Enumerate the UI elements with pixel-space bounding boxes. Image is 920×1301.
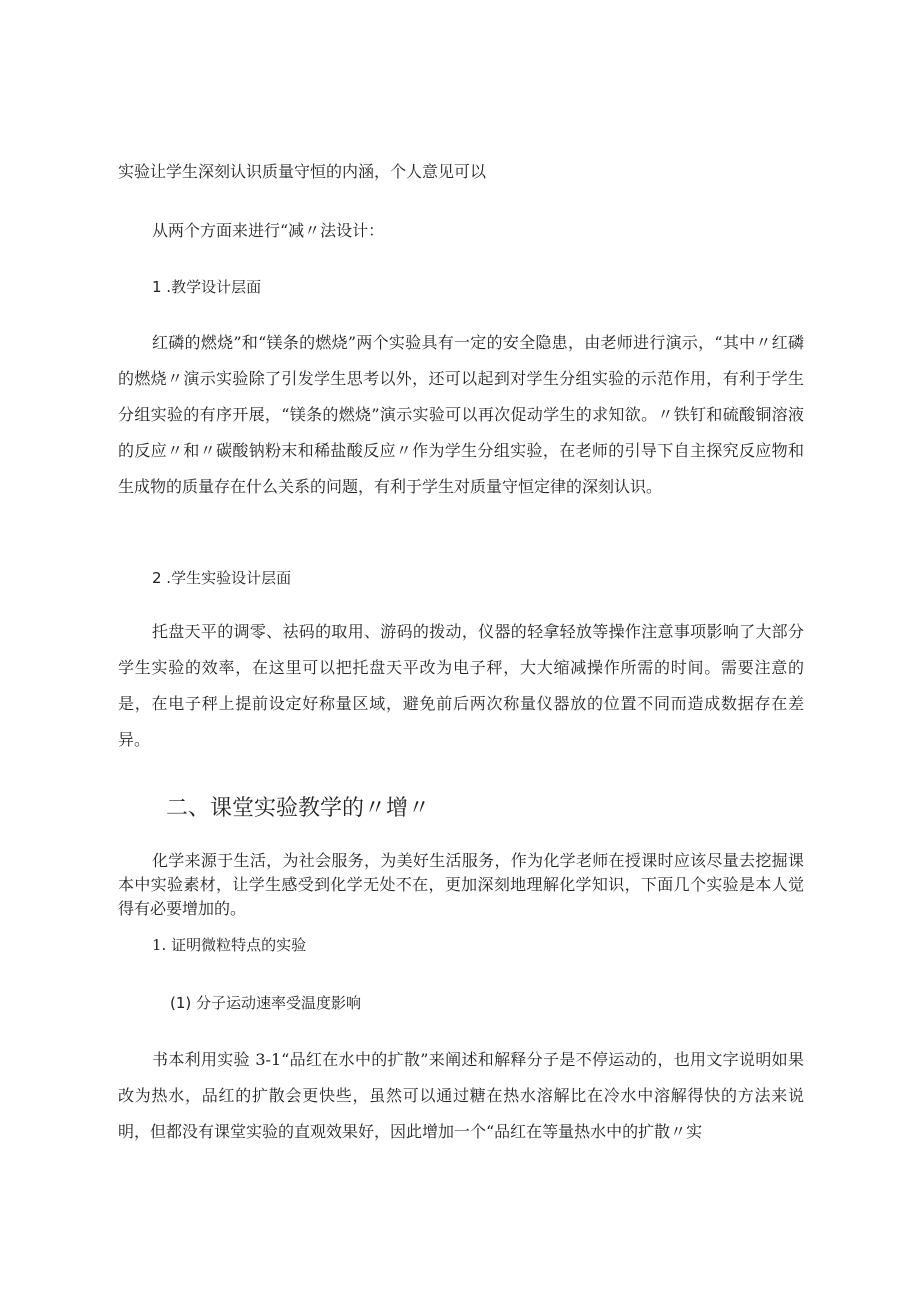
intro-line: 从两个方面来进行“减〃法设计： <box>152 221 385 240</box>
section1-paragraph: 红磷的燃烧”和“镁条的燃烧”两个实验具有一定的安全隐患，由老师进行演示，“其中〃红磷的燃烧〃演示实验除了引发学生思考以外，还可以起到对学生分组实验的示范作用，有利于学生分组实验的有序开展，“镁条的燃烧”演示实验可以再次促动学生的求知欲。〃铁钉和硫酸铜溶液的反应〃和〃碳酸钠粉末和稀盐酸反应〃作为学生分组实验，在老师的引导下自主探究反应物和生成物的质量存在什么关系的问题，有利于学生对质量守恒定律的深刻认识。 <box>118 333 804 496</box>
continuation-line: 实验让学生深刻认识质量守恒的内涵，个人意见可以 <box>118 162 487 181</box>
section2-title: 2 .学生实验设计层面 <box>152 569 292 587</box>
final-paragraph: 书本利用实验 3-1“品红在水中的扩散”来阐述和解释分子是不停运动的，也用文字说明如果改为热水，品红的扩散会更快些，虽然可以通过糖在热水溶解比在冷水中溶解得快的方法来说明，但都没有课堂实验的直观效果好，因此增加一个“品红在等量热水中的扩散〃实 <box>118 1050 804 1141</box>
section2-paragraph: 托盘天平的调零、祛码的取用、游码的拨动，仪器的轻拿轻放等操作注意事项影响了大部分学生实验的效率，在这里可以把托盘天平改为电子秤，大大缩减操作所需的时间。需要注意的是，在电子秤上提前设定好称量区域，避免前后两次称量仪器放的位置不同而造成数据存在差异。 <box>118 622 804 749</box>
sub1-title: (1) 分子运动速率受温度影响 <box>170 994 362 1012</box>
item1-title: 1. 证明微粒特点的实验 <box>152 936 307 954</box>
chapter-intro-paragraph: 化学来源于生活，为社会服务，为美好生活服务，作为化学老师在授课时应该尽量去挖掘课本中实验素材，让学生感受到化学无处不在，更加深刻地理解化学知识，下面几个实验是本人觉得有必要增加的。 <box>118 851 804 918</box>
section1-title: 1 .教学设计层面 <box>152 278 262 296</box>
chapter-heading: 二、课堂实验教学的〃增〃 <box>166 796 431 821</box>
